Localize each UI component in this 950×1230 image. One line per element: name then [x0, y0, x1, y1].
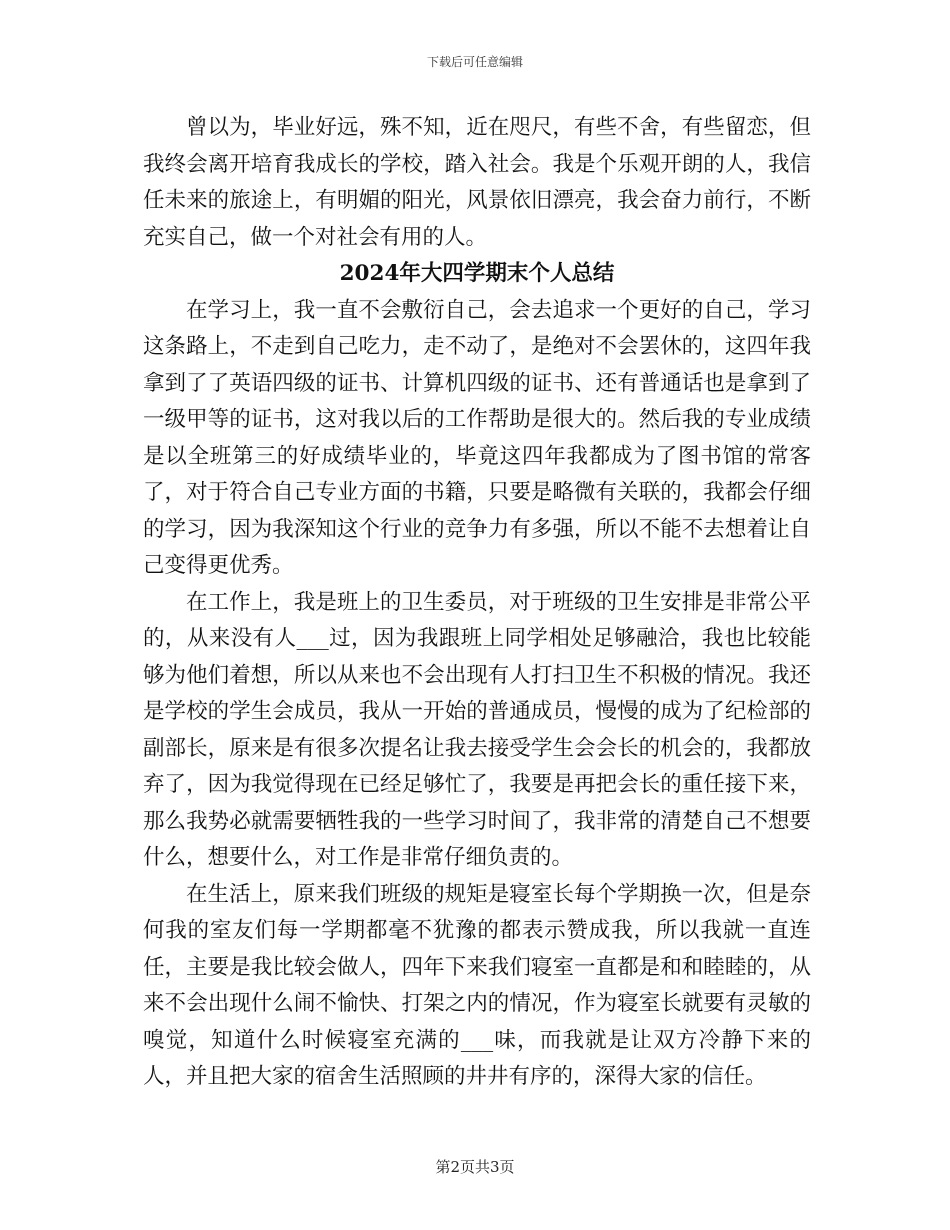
document-body — [143, 110, 811, 1096]
intro-paragraph: 曾以为，毕业好远，殊不知，近在咫尺，有些不舍，有些留恋，但我终会离开培育我成长的学校，踏入社会。我是个乐观开朗的人，我信任未来的旅途上，有明媚的阳光，风景依旧漂亮，我会奋力前行，不断充实自己，做一个对社会有用的人。 — [143, 115, 811, 250]
paragraph-study: 在学习上，我一直不会敷衍自己，会去追求一个更好的自己，学习这条路上，不走到自己吃力，走不动了，是绝对不会罢休的，这四年我拿到了了英语四级的证书、计算机四级的证书、还有普通话也是拿到了一级甲等的证书，这对我以后的工作帮助是很大的。然后我的专业成绩是以全班第三的好成绩毕业的，毕竟这四年我都成为了图书馆的常客了，对于符合自己专业方面的书籍，只要是略微有关联的，我都会仔细的学习，因为我深知这个行业的竞争力有多强，所以不能不去想着让自己变得更优秀。 — [143, 297, 811, 578]
paragraph-life: 在生活上，原来我们班级的规矩是寝室长每个学期换一次，但是奈何我的室友们每一学期都毫不犹豫的都表示赞成我，所以我就一直连任，主要是我比较会做人，四年下来我们寝室一直都是和和睦睦的，从来不会出现什么闹不愉快、打架之内的情况，作为寝室长就要有灵敏的嗅觉，知道什么时候寝室充满的___味，而我就是让双方冷静下来的人，并且把大家的宿舍生活照顾的井井有序的，深得大家的信任。 — [143, 881, 811, 1089]
header-note: 下载后可任意编辑 — [426, 55, 523, 69]
document-title: 2024年大四学期末个人总结 — [339, 261, 615, 286]
paragraph-work: 在工作上，我是班上的卫生委员，对于班级的卫生安排是非常公平的，从来没有人___过，因为我跟班上同学相处足够融洽，我也比较能够为他们着想，所以从来也不会出现有人打扫卫生不积极的情况。我还是学校的学生会成员，我从一开始的普通成员，慢慢的成为了纪检部的副部长，原来是有很多次提名让我去接受学生会会长的机会的，我都放弃了，因为我觉得现在已经足够忙了，我要是再把会长的重任接下来，那么我势必就需要牺牲我的一些学习时间了，我非常的清楚自己不想要什么，想要什么，对工作是非常仔细负责的。 — [143, 589, 811, 870]
page-indicator: 第2页共3页 — [435, 1158, 515, 1176]
